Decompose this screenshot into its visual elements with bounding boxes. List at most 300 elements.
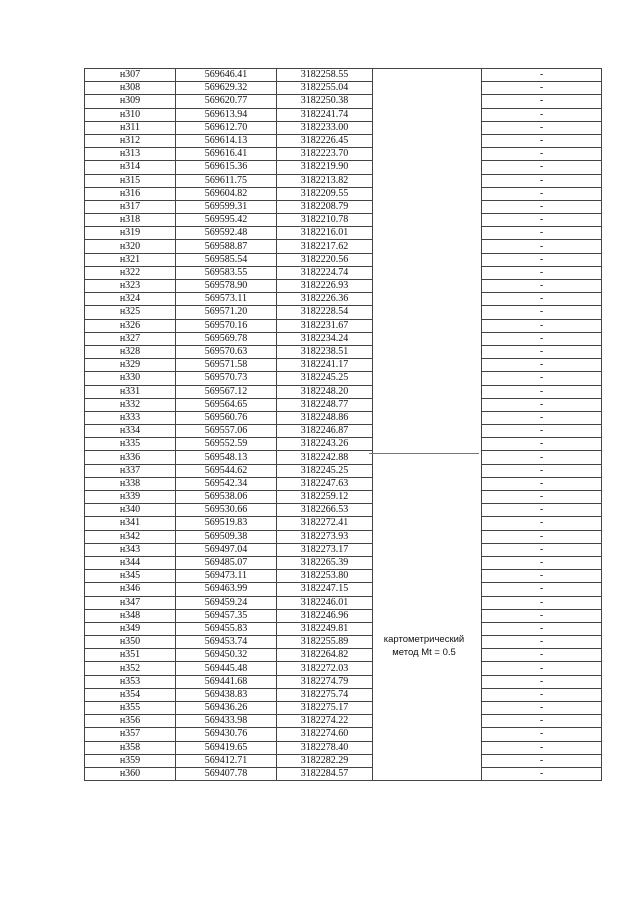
table-row bbox=[85, 385, 602, 398]
x-coordinate-cell: 569612.70 bbox=[176, 121, 277, 134]
point-id-cell: н349 bbox=[85, 622, 176, 635]
y-coordinate-cell: 3182274.60 bbox=[277, 728, 373, 741]
y-coordinate-cell: 3182248.86 bbox=[277, 411, 373, 424]
x-coordinate-cell: 569419.65 bbox=[176, 741, 277, 754]
point-id-cell: н331 bbox=[85, 385, 176, 398]
note-cell: - bbox=[482, 266, 602, 279]
note-cell: - bbox=[482, 372, 602, 385]
table-row bbox=[85, 82, 602, 95]
method-column-cell bbox=[373, 385, 482, 398]
note-cell: - bbox=[482, 649, 602, 662]
point-id-cell: н332 bbox=[85, 398, 176, 411]
table-row bbox=[85, 187, 602, 200]
x-coordinate-cell: 569441.68 bbox=[176, 675, 277, 688]
note-cell: - bbox=[482, 767, 602, 780]
method-column-cell bbox=[373, 411, 482, 424]
note-cell: - bbox=[482, 609, 602, 622]
table-row bbox=[85, 438, 602, 451]
table-row bbox=[85, 464, 602, 477]
note-cell: - bbox=[482, 148, 602, 161]
table-row bbox=[85, 95, 602, 108]
note-cell: - bbox=[482, 319, 602, 332]
x-coordinate-cell: 569604.82 bbox=[176, 187, 277, 200]
method-column-cell bbox=[373, 69, 482, 82]
x-coordinate-cell: 569585.54 bbox=[176, 253, 277, 266]
y-coordinate-cell: 3182241.74 bbox=[277, 108, 373, 121]
method-column-cell bbox=[373, 280, 482, 293]
x-coordinate-cell: 569570.63 bbox=[176, 345, 277, 358]
note-cell: - bbox=[482, 95, 602, 108]
note-cell: - bbox=[482, 517, 602, 530]
method-column-cell bbox=[373, 741, 482, 754]
y-coordinate-cell: 3182278.40 bbox=[277, 741, 373, 754]
x-coordinate-cell: 569646.41 bbox=[176, 69, 277, 82]
y-coordinate-cell: 3182255.89 bbox=[277, 636, 373, 649]
point-id-cell: н328 bbox=[85, 345, 176, 358]
table-row bbox=[85, 134, 602, 147]
x-coordinate-cell: 569571.20 bbox=[176, 306, 277, 319]
point-id-cell: н309 bbox=[85, 95, 176, 108]
point-id-cell: н307 bbox=[85, 69, 176, 82]
method-column-cell bbox=[373, 319, 482, 332]
y-coordinate-cell: 3182273.17 bbox=[277, 543, 373, 556]
note-cell: - bbox=[482, 332, 602, 345]
y-coordinate-cell: 3182264.82 bbox=[277, 649, 373, 662]
table-row bbox=[85, 69, 602, 82]
y-coordinate-cell: 3182284.57 bbox=[277, 767, 373, 780]
method-column-cell bbox=[373, 517, 482, 530]
y-coordinate-cell: 3182246.01 bbox=[277, 596, 373, 609]
x-coordinate-cell: 569485.07 bbox=[176, 556, 277, 569]
x-coordinate-cell: 569567.12 bbox=[176, 385, 277, 398]
note-cell: - bbox=[482, 398, 602, 411]
method-column-cell bbox=[373, 148, 482, 161]
x-coordinate-cell: 569519.83 bbox=[176, 517, 277, 530]
x-coordinate-cell: 569438.83 bbox=[176, 688, 277, 701]
x-coordinate-cell: 569407.78 bbox=[176, 767, 277, 780]
table-row bbox=[85, 200, 602, 213]
table-row bbox=[85, 649, 602, 662]
y-coordinate-cell: 3182228.54 bbox=[277, 306, 373, 319]
x-coordinate-cell: 569571.58 bbox=[176, 359, 277, 372]
note-cell: - bbox=[482, 385, 602, 398]
table-row bbox=[85, 108, 602, 121]
note-cell: - bbox=[482, 134, 602, 147]
y-coordinate-cell: 3182224.74 bbox=[277, 266, 373, 279]
table-row bbox=[85, 715, 602, 728]
table-row bbox=[85, 596, 602, 609]
table-row bbox=[85, 741, 602, 754]
note-cell: - bbox=[482, 491, 602, 504]
point-id-cell: н356 bbox=[85, 715, 176, 728]
x-coordinate-cell: 569592.48 bbox=[176, 227, 277, 240]
note-cell: - bbox=[482, 715, 602, 728]
point-id-cell: н308 bbox=[85, 82, 176, 95]
x-coordinate-cell: 569436.26 bbox=[176, 702, 277, 715]
table-row bbox=[85, 622, 602, 635]
table-row bbox=[85, 477, 602, 490]
y-coordinate-cell: 3182265.39 bbox=[277, 556, 373, 569]
x-coordinate-cell: 569599.31 bbox=[176, 200, 277, 213]
x-coordinate-cell: 569544.62 bbox=[176, 464, 277, 477]
point-id-cell: н340 bbox=[85, 504, 176, 517]
x-coordinate-cell: 569538.06 bbox=[176, 491, 277, 504]
x-coordinate-cell: 569509.38 bbox=[176, 530, 277, 543]
x-coordinate-cell: 569433.98 bbox=[176, 715, 277, 728]
note-cell: - bbox=[482, 227, 602, 240]
table-row bbox=[85, 728, 602, 741]
method-column-cell bbox=[373, 675, 482, 688]
x-coordinate-cell: 569548.13 bbox=[176, 451, 277, 464]
y-coordinate-cell: 3182243.26 bbox=[277, 438, 373, 451]
table-row bbox=[85, 688, 602, 701]
point-id-cell: н360 bbox=[85, 767, 176, 780]
note-cell: - bbox=[482, 662, 602, 675]
point-id-cell: н337 bbox=[85, 464, 176, 477]
y-coordinate-cell: 3182253.80 bbox=[277, 570, 373, 583]
method-column-cell bbox=[373, 345, 482, 358]
x-coordinate-cell: 569455.83 bbox=[176, 622, 277, 635]
point-id-cell: н323 bbox=[85, 280, 176, 293]
point-id-cell: н324 bbox=[85, 293, 176, 306]
method-column-cell bbox=[373, 398, 482, 411]
note-cell: - bbox=[482, 121, 602, 134]
point-id-cell: н326 bbox=[85, 319, 176, 332]
method-column-cell bbox=[373, 266, 482, 279]
note-cell: - bbox=[482, 306, 602, 319]
table-row bbox=[85, 332, 602, 345]
table-row bbox=[85, 530, 602, 543]
point-id-cell: н310 bbox=[85, 108, 176, 121]
table-row bbox=[85, 253, 602, 266]
note-cell: - bbox=[482, 411, 602, 424]
method-column-cell bbox=[373, 767, 482, 780]
note-cell: - bbox=[482, 200, 602, 213]
table-row bbox=[85, 662, 602, 675]
y-coordinate-cell: 3182226.36 bbox=[277, 293, 373, 306]
point-id-cell: н351 bbox=[85, 649, 176, 662]
x-coordinate-cell: 569542.34 bbox=[176, 477, 277, 490]
point-id-cell: н343 bbox=[85, 543, 176, 556]
method-column-cell bbox=[373, 702, 482, 715]
method-column-cell bbox=[373, 214, 482, 227]
y-coordinate-cell: 3182249.81 bbox=[277, 622, 373, 635]
note-cell: - bbox=[482, 570, 602, 583]
point-id-cell: н346 bbox=[85, 583, 176, 596]
table-row bbox=[85, 398, 602, 411]
note-cell: - bbox=[482, 464, 602, 477]
x-coordinate-cell: 569473.11 bbox=[176, 570, 277, 583]
table-row bbox=[85, 372, 602, 385]
table-row bbox=[85, 293, 602, 306]
note-cell: - bbox=[482, 82, 602, 95]
method-column-cell bbox=[373, 530, 482, 543]
merged-cell-divider bbox=[369, 453, 479, 454]
note-cell: - bbox=[482, 477, 602, 490]
x-coordinate-cell: 569613.94 bbox=[176, 108, 277, 121]
point-id-cell: н313 bbox=[85, 148, 176, 161]
x-coordinate-cell: 569560.76 bbox=[176, 411, 277, 424]
y-coordinate-cell: 3182246.96 bbox=[277, 609, 373, 622]
table-row bbox=[85, 570, 602, 583]
x-coordinate-cell: 569595.42 bbox=[176, 214, 277, 227]
point-id-cell: н327 bbox=[85, 332, 176, 345]
point-id-cell: н359 bbox=[85, 754, 176, 767]
point-id-cell: н336 bbox=[85, 451, 176, 464]
y-coordinate-cell: 3182258.55 bbox=[277, 69, 373, 82]
point-id-cell: н341 bbox=[85, 517, 176, 530]
method-column-cell bbox=[373, 491, 482, 504]
point-id-cell: н345 bbox=[85, 570, 176, 583]
note-cell: - bbox=[482, 69, 602, 82]
note-cell: - bbox=[482, 280, 602, 293]
table-row bbox=[85, 754, 602, 767]
y-coordinate-cell: 3182245.25 bbox=[277, 372, 373, 385]
method-column-cell bbox=[373, 253, 482, 266]
point-id-cell: н355 bbox=[85, 702, 176, 715]
table-row bbox=[85, 504, 602, 517]
y-coordinate-cell: 3182246.87 bbox=[277, 425, 373, 438]
point-id-cell: н311 bbox=[85, 121, 176, 134]
method-column-cell bbox=[373, 240, 482, 253]
point-id-cell: н350 bbox=[85, 636, 176, 649]
y-coordinate-cell: 3182248.20 bbox=[277, 385, 373, 398]
x-coordinate-cell: 569530.66 bbox=[176, 504, 277, 517]
x-coordinate-cell: 569557.06 bbox=[176, 425, 277, 438]
table-row bbox=[85, 306, 602, 319]
point-id-cell: н353 bbox=[85, 675, 176, 688]
table-row bbox=[85, 767, 602, 780]
x-coordinate-cell: 569552.59 bbox=[176, 438, 277, 451]
point-id-cell: н329 bbox=[85, 359, 176, 372]
method-column-cell bbox=[373, 609, 482, 622]
point-id-cell: н338 bbox=[85, 477, 176, 490]
note-cell: - bbox=[482, 253, 602, 266]
method-column-cell bbox=[373, 95, 482, 108]
point-id-cell: н316 bbox=[85, 187, 176, 200]
y-coordinate-cell: 3182210.78 bbox=[277, 214, 373, 227]
method-column-cell bbox=[373, 227, 482, 240]
table-row bbox=[85, 214, 602, 227]
table-row bbox=[85, 543, 602, 556]
note-cell: - bbox=[482, 596, 602, 609]
table-row bbox=[85, 240, 602, 253]
table-row bbox=[85, 583, 602, 596]
table-row bbox=[85, 451, 602, 464]
x-coordinate-cell: 569564.65 bbox=[176, 398, 277, 411]
point-id-cell: н325 bbox=[85, 306, 176, 319]
note-cell: - bbox=[482, 425, 602, 438]
method-column-cell bbox=[373, 161, 482, 174]
x-coordinate-cell: 569570.16 bbox=[176, 319, 277, 332]
y-coordinate-cell: 3182245.25 bbox=[277, 464, 373, 477]
y-coordinate-cell: 3182209.55 bbox=[277, 187, 373, 200]
note-cell: - bbox=[482, 754, 602, 767]
note-cell: - bbox=[482, 293, 602, 306]
note-cell: - bbox=[482, 451, 602, 464]
note-cell: - bbox=[482, 345, 602, 358]
method-label: картометрический bbox=[383, 634, 465, 645]
table-row bbox=[85, 425, 602, 438]
point-id-cell: н348 bbox=[85, 609, 176, 622]
y-coordinate-cell: 3182231.67 bbox=[277, 319, 373, 332]
y-coordinate-cell: 3182248.77 bbox=[277, 398, 373, 411]
note-cell: - bbox=[482, 108, 602, 121]
x-coordinate-cell: 569457.35 bbox=[176, 609, 277, 622]
note-cell: - bbox=[482, 187, 602, 200]
y-coordinate-cell: 3182255.04 bbox=[277, 82, 373, 95]
table-row bbox=[85, 517, 602, 530]
x-coordinate-cell: 569583.55 bbox=[176, 266, 277, 279]
point-id-cell: н358 bbox=[85, 741, 176, 754]
point-id-cell: н357 bbox=[85, 728, 176, 741]
point-id-cell: н335 bbox=[85, 438, 176, 451]
point-id-cell: н333 bbox=[85, 411, 176, 424]
method-column-cell bbox=[373, 332, 482, 345]
note-cell: - bbox=[482, 728, 602, 741]
method-column-cell bbox=[373, 477, 482, 490]
method-column-cell bbox=[373, 504, 482, 517]
x-coordinate-cell: 569497.04 bbox=[176, 543, 277, 556]
method-column-cell bbox=[373, 293, 482, 306]
x-coordinate-cell: 569570.73 bbox=[176, 372, 277, 385]
table-row bbox=[85, 161, 602, 174]
x-coordinate-cell: 569629.32 bbox=[176, 82, 277, 95]
method-column-cell bbox=[373, 200, 482, 213]
table-row bbox=[85, 359, 602, 372]
x-coordinate-cell: 569614.13 bbox=[176, 134, 277, 147]
note-cell: - bbox=[482, 359, 602, 372]
point-id-cell: н320 bbox=[85, 240, 176, 253]
y-coordinate-cell: 3182273.93 bbox=[277, 530, 373, 543]
table-row bbox=[85, 411, 602, 424]
note-cell: - bbox=[482, 702, 602, 715]
table-row bbox=[85, 556, 602, 569]
x-coordinate-cell: 569588.87 bbox=[176, 240, 277, 253]
method-column-cell bbox=[373, 174, 482, 187]
method-cell bbox=[369, 633, 479, 659]
method-column-cell bbox=[373, 438, 482, 451]
y-coordinate-cell: 3182275.74 bbox=[277, 688, 373, 701]
y-coordinate-cell: 3182275.17 bbox=[277, 702, 373, 715]
x-coordinate-cell: 569430.76 bbox=[176, 728, 277, 741]
method-column-cell bbox=[373, 556, 482, 569]
table-row bbox=[85, 121, 602, 134]
table-row bbox=[85, 609, 602, 622]
y-coordinate-cell: 3182226.45 bbox=[277, 134, 373, 147]
y-coordinate-cell: 3182247.15 bbox=[277, 583, 373, 596]
point-id-cell: н321 bbox=[85, 253, 176, 266]
point-id-cell: н342 bbox=[85, 530, 176, 543]
point-id-cell: н318 bbox=[85, 214, 176, 227]
table-row bbox=[85, 148, 602, 161]
method-accuracy: метод Mt = 0.5 bbox=[392, 647, 456, 658]
method-column-cell bbox=[373, 306, 482, 319]
y-coordinate-cell: 3182216.01 bbox=[277, 227, 373, 240]
note-cell: - bbox=[482, 438, 602, 451]
method-column-cell bbox=[373, 108, 482, 121]
point-id-cell: н317 bbox=[85, 200, 176, 213]
x-coordinate-cell: 569620.77 bbox=[176, 95, 277, 108]
x-coordinate-cell: 569453.74 bbox=[176, 636, 277, 649]
y-coordinate-cell: 3182234.24 bbox=[277, 332, 373, 345]
y-coordinate-cell: 3182259.12 bbox=[277, 491, 373, 504]
method-column-cell bbox=[373, 754, 482, 767]
y-coordinate-cell: 3182220.56 bbox=[277, 253, 373, 266]
table-row bbox=[85, 227, 602, 240]
x-coordinate-cell: 569573.11 bbox=[176, 293, 277, 306]
note-cell: - bbox=[482, 161, 602, 174]
method-column-cell bbox=[373, 543, 482, 556]
note-cell: - bbox=[482, 214, 602, 227]
method-column-cell bbox=[373, 596, 482, 609]
point-id-cell: н315 bbox=[85, 174, 176, 187]
note-cell: - bbox=[482, 556, 602, 569]
table-row bbox=[85, 675, 602, 688]
x-coordinate-cell: 569463.99 bbox=[176, 583, 277, 596]
y-coordinate-cell: 3182274.79 bbox=[277, 675, 373, 688]
y-coordinate-cell: 3182238.51 bbox=[277, 345, 373, 358]
x-coordinate-cell: 569459.24 bbox=[176, 596, 277, 609]
point-id-cell: н334 bbox=[85, 425, 176, 438]
x-coordinate-cell: 569445.48 bbox=[176, 662, 277, 675]
method-column-cell bbox=[373, 121, 482, 134]
method-column-cell bbox=[373, 359, 482, 372]
method-column-cell bbox=[373, 425, 482, 438]
y-coordinate-cell: 3182282.29 bbox=[277, 754, 373, 767]
note-cell: - bbox=[482, 504, 602, 517]
method-column-cell bbox=[373, 728, 482, 741]
y-coordinate-cell: 3182213.82 bbox=[277, 174, 373, 187]
note-cell: - bbox=[482, 240, 602, 253]
y-coordinate-cell: 3182217.62 bbox=[277, 240, 373, 253]
point-id-cell: н344 bbox=[85, 556, 176, 569]
table-row bbox=[85, 702, 602, 715]
method-column-cell bbox=[373, 583, 482, 596]
x-coordinate-cell: 569615.36 bbox=[176, 161, 277, 174]
note-cell: - bbox=[482, 622, 602, 635]
method-column-cell bbox=[373, 464, 482, 477]
y-coordinate-cell: 3182247.63 bbox=[277, 477, 373, 490]
note-cell: - bbox=[482, 543, 602, 556]
x-coordinate-cell: 569569.78 bbox=[176, 332, 277, 345]
table-row bbox=[85, 345, 602, 358]
note-cell: - bbox=[482, 741, 602, 754]
note-cell: - bbox=[482, 636, 602, 649]
note-cell: - bbox=[482, 174, 602, 187]
point-id-cell: н322 bbox=[85, 266, 176, 279]
method-column-cell bbox=[373, 570, 482, 583]
point-id-cell: н354 bbox=[85, 688, 176, 701]
table-row bbox=[85, 319, 602, 332]
point-id-cell: н330 bbox=[85, 372, 176, 385]
y-coordinate-cell: 3182272.03 bbox=[277, 662, 373, 675]
method-column-cell bbox=[373, 134, 482, 147]
coordinates-table bbox=[84, 68, 602, 781]
method-column-cell bbox=[373, 715, 482, 728]
table-row bbox=[85, 280, 602, 293]
y-coordinate-cell: 3182241.17 bbox=[277, 359, 373, 372]
method-column-cell bbox=[373, 187, 482, 200]
coordinates-table-body bbox=[85, 69, 602, 781]
note-cell: - bbox=[482, 530, 602, 543]
y-coordinate-cell: 3182208.79 bbox=[277, 200, 373, 213]
note-cell: - bbox=[482, 675, 602, 688]
table-row bbox=[85, 266, 602, 279]
x-coordinate-cell: 569616.41 bbox=[176, 148, 277, 161]
point-id-cell: н352 bbox=[85, 662, 176, 675]
y-coordinate-cell: 3182274.22 bbox=[277, 715, 373, 728]
